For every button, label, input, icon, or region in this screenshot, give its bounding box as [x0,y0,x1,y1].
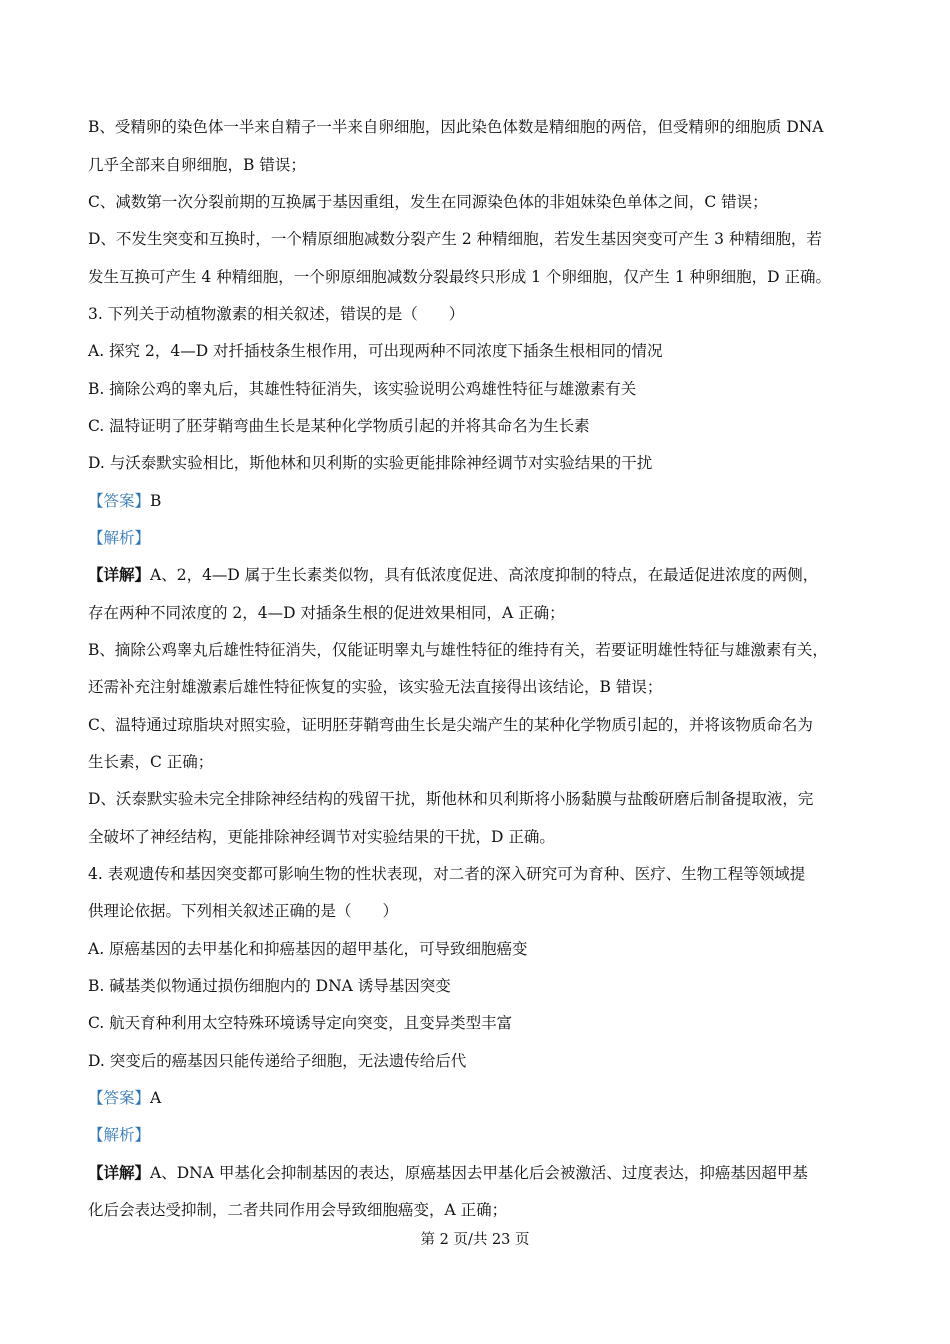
q3-option-a: A. 探究 2，4—D 对扦插枝条生根作用，可出现两种不同浓度下插条生根相同的情况 [88,342,663,360]
q3-stem: 3. 下列关于动植物激素的相关叙述，错误的是（ ） [88,305,465,323]
q3-analysis-heading [88,528,888,548]
q3-detail-c-line-2: 生长素，C 正确； [88,753,214,771]
q3-detail-a-line-1 [88,565,888,585]
detail-text: A、2，4—D 属于生长素类似物，具有低浓度促进、高浓度抑制的特点，在最适促进浓度的两侧， [150,566,819,584]
page-footer: 第 2 页/共 23 页 [420,1232,530,1248]
q4-option-c: C. 航天育种利用太空特殊环境诱导定向突变，且变异类型丰富 [88,1014,513,1032]
q2-option-b-explanation-line-1: B、受精卵的染色体一半来自精子一半来自卵细胞，因此染色体数是精细胞的两倍，但受精卵的细胞质 DNA [88,118,824,136]
q3-answer [88,491,888,511]
answer-tag: 【答案】 [88,492,151,510]
detail-text: A、DNA 甲基化会抑制基因的表达，原癌基因去甲基化后会被激活、过度表达，抑癌基因超甲基 [150,1164,808,1182]
q3-detail-d-line-2: 全破坏了神经结构，更能排除神经调节对实验结果的干扰，D 正确。 [88,828,555,846]
analysis-tag: 【解析】 [88,1126,151,1144]
q4-option-a: A. 原癌基因的去甲基化和抑癌基因的超甲基化，可导致细胞癌变 [88,940,528,958]
q4-stem-line-1: 4. 表观遗传和基因突变都可影响生物的性状表现，对二者的深入研究可为育种、医疗、生物工程等领域提 [88,865,806,883]
q4-answer [88,1088,888,1108]
q2-option-d-explanation-line-2: 发生互换可产生 4 种精细胞，一个卵原细胞减数分裂最终只形成 1 个卵细胞，仅产生 1 种卵细胞，D 正确。 [88,268,832,286]
detail-tag: 【详解】 [88,1163,151,1182]
q3-detail-b-line-2: 还需补充注射雄激素后雄性特征恢复的实验，该实验无法直接得出该结论，B 错误； [88,678,663,696]
q2-option-c-explanation: C、减数第一次分裂前期的互换属于基因重组，发生在同源染色体的非姐妹染色单体之间，C 错误； [88,193,768,211]
q4-detail-a-line-1 [88,1163,888,1183]
answer-value: A [150,1089,162,1107]
q3-detail-d-line-1: D、沃泰默实验未完全排除神经结构的残留干扰，斯他林和贝利斯将小肠黏膜与盐酸研磨后制备提取液，完 [88,790,814,808]
q2-option-d-explanation-line-1: D、不发生突变和互换时，一个精原细胞减数分裂产生 2 种精细胞，若发生基因突变可产生 3 种精细胞，若 [88,230,822,248]
detail-tag: 【详解】 [88,565,151,584]
q3-detail-a-line-2: 存在两种不同浓度的 2，4—D 对插条生根的促进效果相同，A 正确； [88,604,565,622]
q4-stem-line-2: 供理论依据。下列相关叙述正确的是（ ） [88,902,399,920]
q4-option-b: B. 碱基类似物通过损伤细胞内的 DNA 诱导基因突变 [88,977,451,995]
q3-detail-b-line-1: B、摘除公鸡睾丸后雄性特征消失，仅能证明睾丸与雄性特征的维持有关，若要证明雄性特征与雄激素有关， [88,641,828,659]
q3-option-c: C. 温特证明了胚芽鞘弯曲生长是某种化学物质引起的并将其命名为生长素 [88,417,590,435]
q4-analysis-heading [88,1125,888,1145]
q3-option-d: D. 与沃泰默实验相比，斯他林和贝利斯的实验更能排除神经调节对实验结果的干扰 [88,454,653,472]
q3-detail-c-line-1: C、温特通过琼脂块对照实验，证明胚芽鞘弯曲生长是尖端产生的某种化学物质引起的，并将该物质命名为 [88,716,813,734]
q3-option-b: B. 摘除公鸡的睾丸后，其雄性特征消失，该实验说明公鸡雄性特征与雄激素有关 [88,380,637,398]
q2-option-b-explanation-line-2: 几乎全部来自卵细胞，B 错误； [88,156,306,174]
answer-value: B [150,492,162,510]
analysis-tag: 【解析】 [88,529,151,547]
answer-tag: 【答案】 [88,1089,151,1107]
q4-detail-a-line-2: 化后会表达受抑制，二者共同作用会导致细胞癌变，A 正确； [88,1201,508,1219]
q4-option-d: D. 突变后的癌基因只能传递给子细胞，无法遗传给后代 [88,1052,467,1070]
